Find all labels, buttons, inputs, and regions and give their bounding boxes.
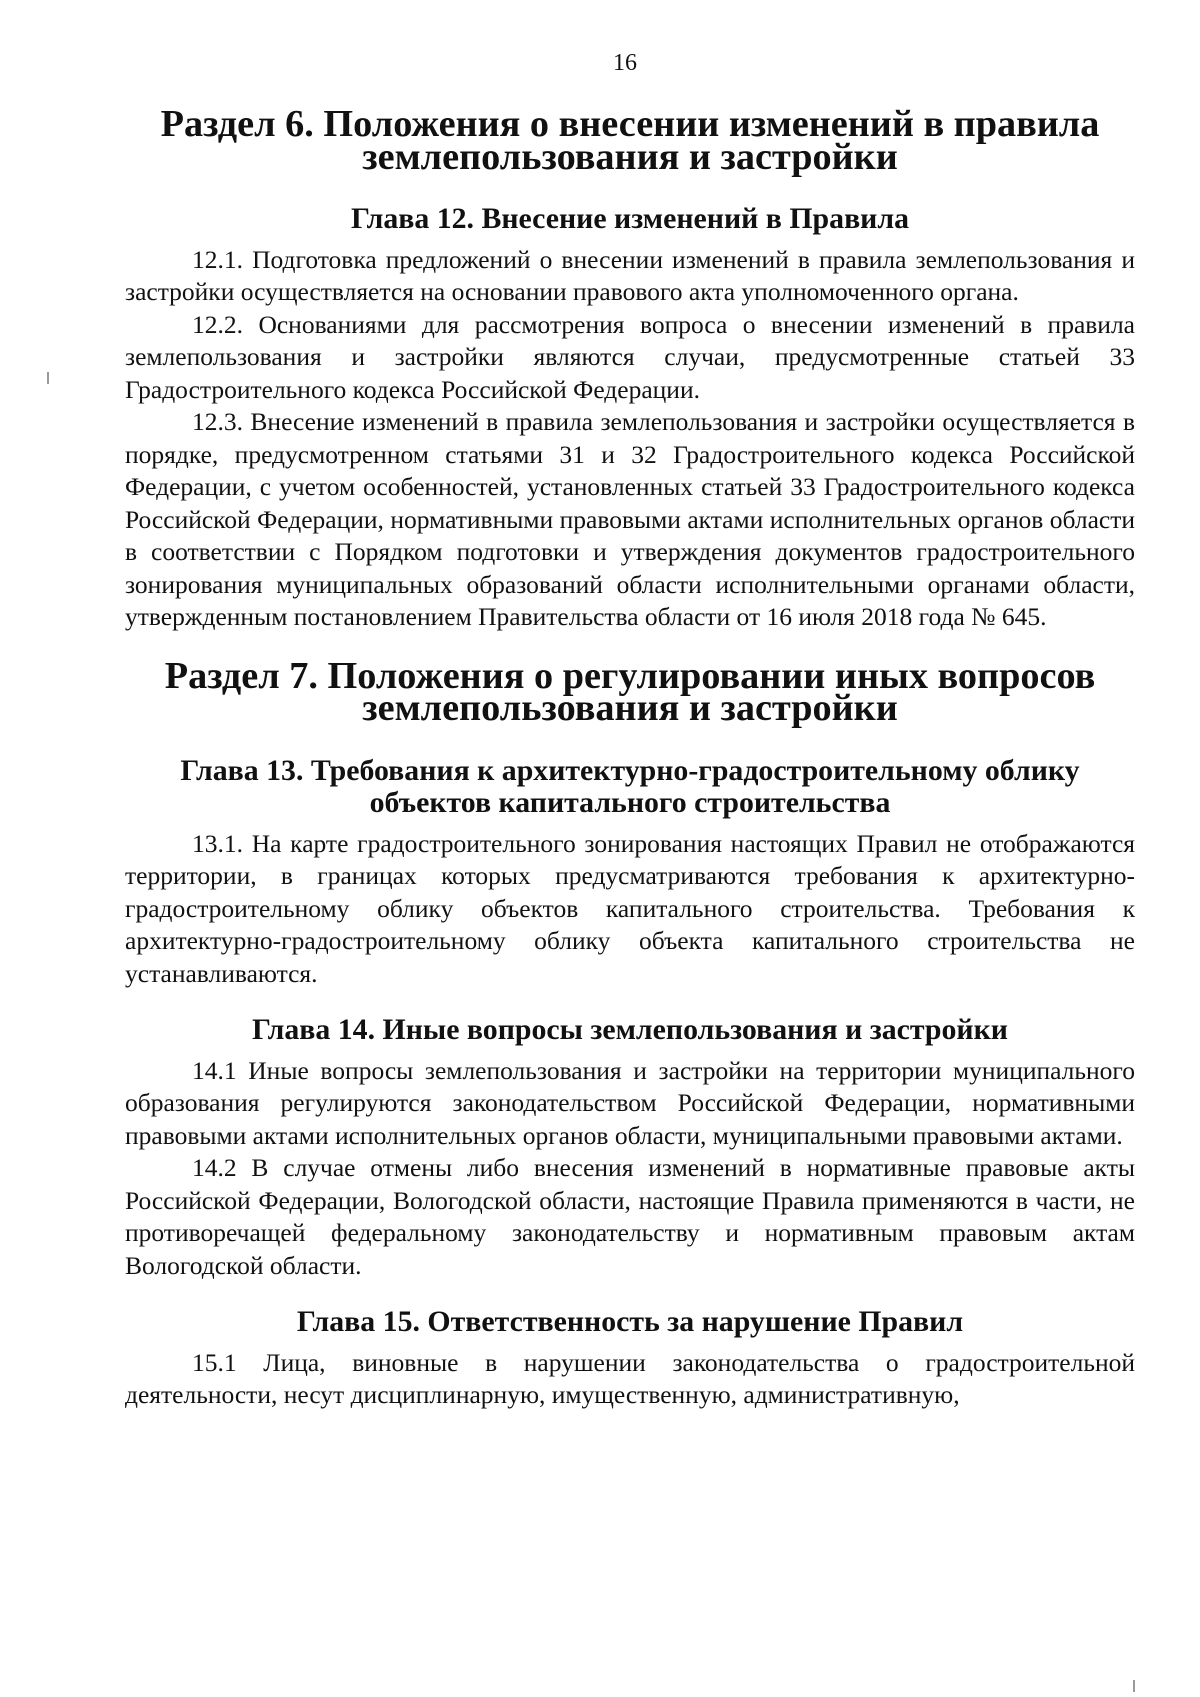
paragraph-15-1: 15.1 Лица, виновные в нарушении законодательства о градостроительной деятельности, несут дисциплинарную, имущественную, административную, bbox=[125, 1347, 1135, 1409]
paragraph-13-1: 13.1. На карте градостроительного зонирования настоящих Правил не отображаются территории, в границах которых предусматриваются требования к архитектурно-градостроительному облику объектов капитального строительства. Требования к архитектурно-градостроительному облику объекта капитального строительства не устанавливаются. bbox=[125, 828, 1135, 988]
chapter-13-heading-line-1: Глава 13. Требования к архитектурно-градостроительному облику bbox=[180, 753, 1080, 787]
chapter-13-heading bbox=[125, 755, 1135, 820]
chapter-12-heading: Глава 12. Внесение изменений в Правила bbox=[350, 202, 910, 235]
paragraph-14-2: 14.2 В случае отмены либо внесения изменений в нормативные правовые акты Российской Федерации, Вологодской области, настоящие Правила применяются в части, не противоречащей федеральному законодательству и нормативным правовым актам Вологодской области. bbox=[125, 1153, 1135, 1280]
paragraph-12-3: 12.3. Внесение изменений в правила землепользования и застройки осуществляется в порядке, предусмотренном статьями 31 и 32 Градостроительного кодекса Российской Федерации, с учетом особенностей, установленных статьей 33 Градостроительного кодекса Российской Федерации, нормативными правовыми актами исполнительных органов области в соответствии с Порядком подготовки и утверждения документов градостроительного зонирования муниципальных образований области исполнительными органами области, утвержденным постановлением Правительства области от 16 июля 2018 года № 645. bbox=[125, 407, 1135, 631]
paragraph-14-1: 14.1 Иные вопросы землепользования и застройки на территории муниципального образования регулируются законодательством Российской Федерации, нормативными правовыми актами исполнительных органов области, муниципальными правовыми актами. bbox=[125, 1055, 1135, 1150]
section-6-heading-line-2: землепользования и застройки bbox=[362, 135, 898, 178]
section-7-heading bbox=[125, 654, 1135, 729]
chapter-15-heading: Глава 15. Ответственность за нарушение Правил bbox=[296, 1305, 964, 1338]
page-number: 16 bbox=[613, 50, 637, 76]
scan-speck bbox=[47, 372, 49, 384]
section-6-heading-line-1: Раздел 6. Положения о внесении изменений в правила bbox=[160, 103, 1100, 145]
paragraph-12-2: 12.2. Основаниями для рассмотрения вопроса о внесении изменений в правила землепользования и застройки являются случаи, предусмотренные статьей 33 Градостроительного кодекса Российской Федерации. bbox=[125, 309, 1135, 404]
paragraph-12-1: 12.1. Подготовка предложений о внесении изменений в правила землепользования и застройки осуществляется на основании правового акта уполномоченного органа. bbox=[125, 244, 1135, 306]
section-6-heading bbox=[125, 103, 1135, 178]
scan-speck bbox=[1133, 1680, 1135, 1692]
chapter-13-heading-line-2: объектов капитального строительства bbox=[369, 786, 891, 819]
section-7-heading-line-1: Раздел 7. Положения о регулировании иных вопросов bbox=[164, 654, 1096, 697]
section-7-heading-line-2: землепользования и застройки bbox=[362, 687, 898, 729]
page-content bbox=[125, 103, 1135, 1412]
chapter-14-heading: Глава 14. Иные вопросы землепользования и застройки bbox=[252, 1013, 1008, 1046]
